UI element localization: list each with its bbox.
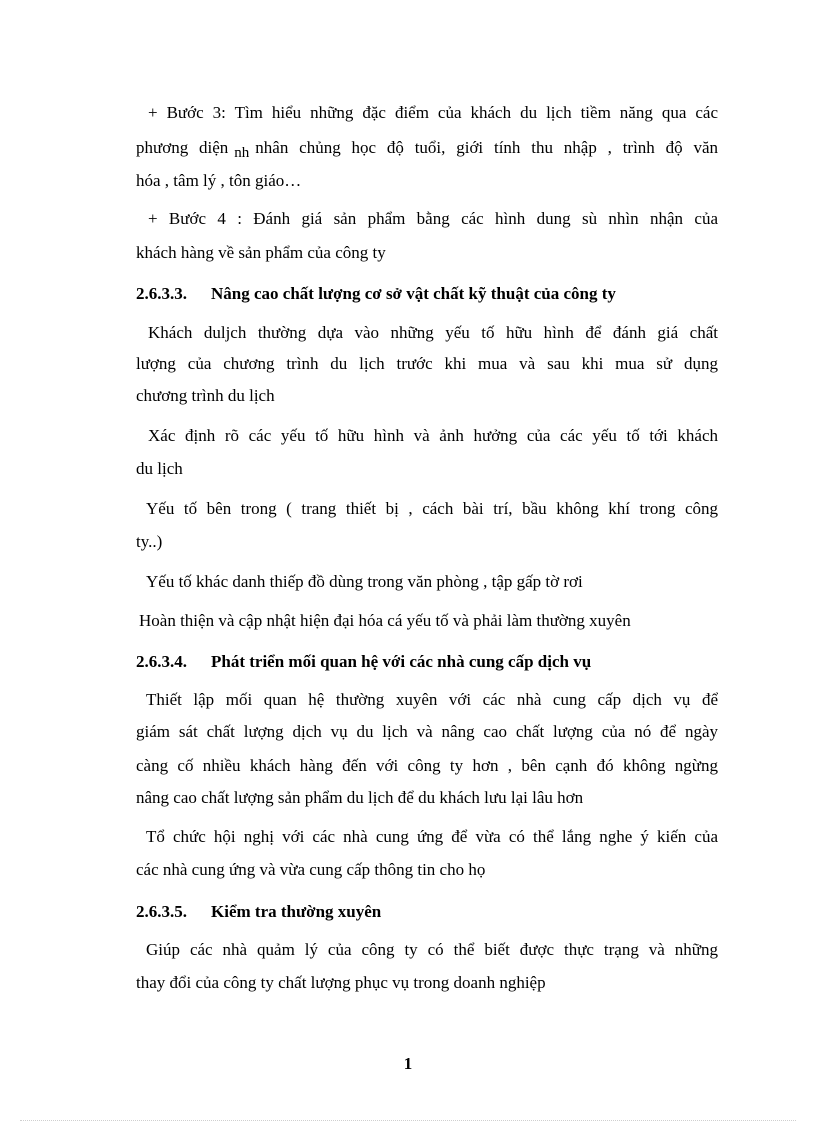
paragraph-inspection-line2: thay đổi của công ty chất lượng phục vụ trong doanh nghiệp (136, 973, 546, 992)
section-number: 2.6.3.3. (136, 284, 187, 303)
paragraph-modernize: Hoàn thiện và cập nhật hiện đại hóa cá yếu tố và phải làm thường xuyên (139, 611, 631, 630)
paragraph-suppliers-line2: giám sát chất lượng dịch vụ du lịch và nâng cao chất lượng của nó để ngày (136, 722, 718, 741)
paragraph-internal-line1: Yếu tố bên trong ( trang thiết bị , cách bài trí, bầu không khí trong công (146, 499, 718, 518)
paragraph-suppliers-line1: Thiết lập mối quan hệ thường xuyên với các nhà cung cấp dịch vụ để (146, 690, 718, 709)
page-bottom-divider (20, 1120, 796, 1121)
section-heading-2-6-3-3 (136, 284, 616, 304)
section-number: 2.6.3.5. (136, 902, 187, 921)
paragraph-step3-line2-end: nhân chủng học độ tuổi, giới tính thu nhập , trình độ văn (255, 138, 718, 157)
paragraph-identify-line1: Xác định rõ các yếu tố hữu hình và ảnh hưởng của các yếu tố tới khách (148, 426, 718, 445)
paragraph-internal-line2: ty..) (136, 532, 163, 551)
section-heading-2-6-3-4 (136, 652, 591, 672)
paragraph-conference-line2: các nhà cung ứng và vừa cung cấp thông tin cho họ (136, 860, 486, 879)
section-heading-2-6-3-5 (136, 902, 381, 922)
paragraph-step3-line2 (136, 138, 718, 159)
paragraph-tangible-line3: chương trình du lịch (136, 386, 275, 405)
paragraph-step3-line2-start: phương diện (136, 138, 229, 157)
paragraph-step3-line1: + Bước 3: Tìm hiểu những đặc điểm của khách du lịch tiềm năng qua các (148, 103, 718, 122)
paragraph-step3-subscript: nh (234, 145, 250, 161)
paragraph-tangible-line1: Khách duljch thường dựa vào những yếu tố hữu hình để đánh giá chất (148, 323, 718, 342)
section-title: Phát triển mối quan hệ với các nhà cung cấp dịch vụ (211, 652, 592, 671)
paragraph-tangible-line2: lượng của chương trình du lịch trước khi mua và sau khi mua sử dụng (136, 354, 718, 373)
page-number: 1 (403, 1054, 413, 1073)
section-title: Kiểm tra thường xuyên (211, 902, 382, 921)
paragraph-identify-line2: du lịch (136, 459, 183, 478)
paragraph-step3-line3: hóa , tâm lý , tôn giáo… (136, 171, 302, 190)
paragraph-step4-line1: + Bước 4 : Đánh giá sản phẩm bằng các hình dung sù nhìn nhận của (148, 209, 718, 228)
paragraph-other-factors: Yếu tố khác danh thiếp đồ dùng trong văn phòng , tập gấp tờ rơi (146, 572, 583, 591)
paragraph-inspection-line1: Giúp các nhà quảm lý của công ty có thể biết được thực trạng và những (146, 940, 718, 959)
paragraph-suppliers-line3: càng cố nhiều khách hàng đến với công ty hơn , bên cạnh đó không ngừng (136, 756, 718, 775)
section-title: Nâng cao chất lượng cơ sở vật chất kỹ thuật của công ty (211, 284, 616, 303)
paragraph-conference-line1: Tổ chức hội nghị với các nhà cung ứng để vừa có thể lắng nghe ý kiến của (146, 827, 718, 846)
section-number: 2.6.3.4. (136, 652, 187, 671)
paragraph-suppliers-line4: nâng cao chất lượng sản phẩm du lịch để du khách lưu lại lâu hơn (136, 788, 584, 807)
paragraph-step4-line2: khách hàng về sản phẩm của công ty (136, 243, 386, 262)
